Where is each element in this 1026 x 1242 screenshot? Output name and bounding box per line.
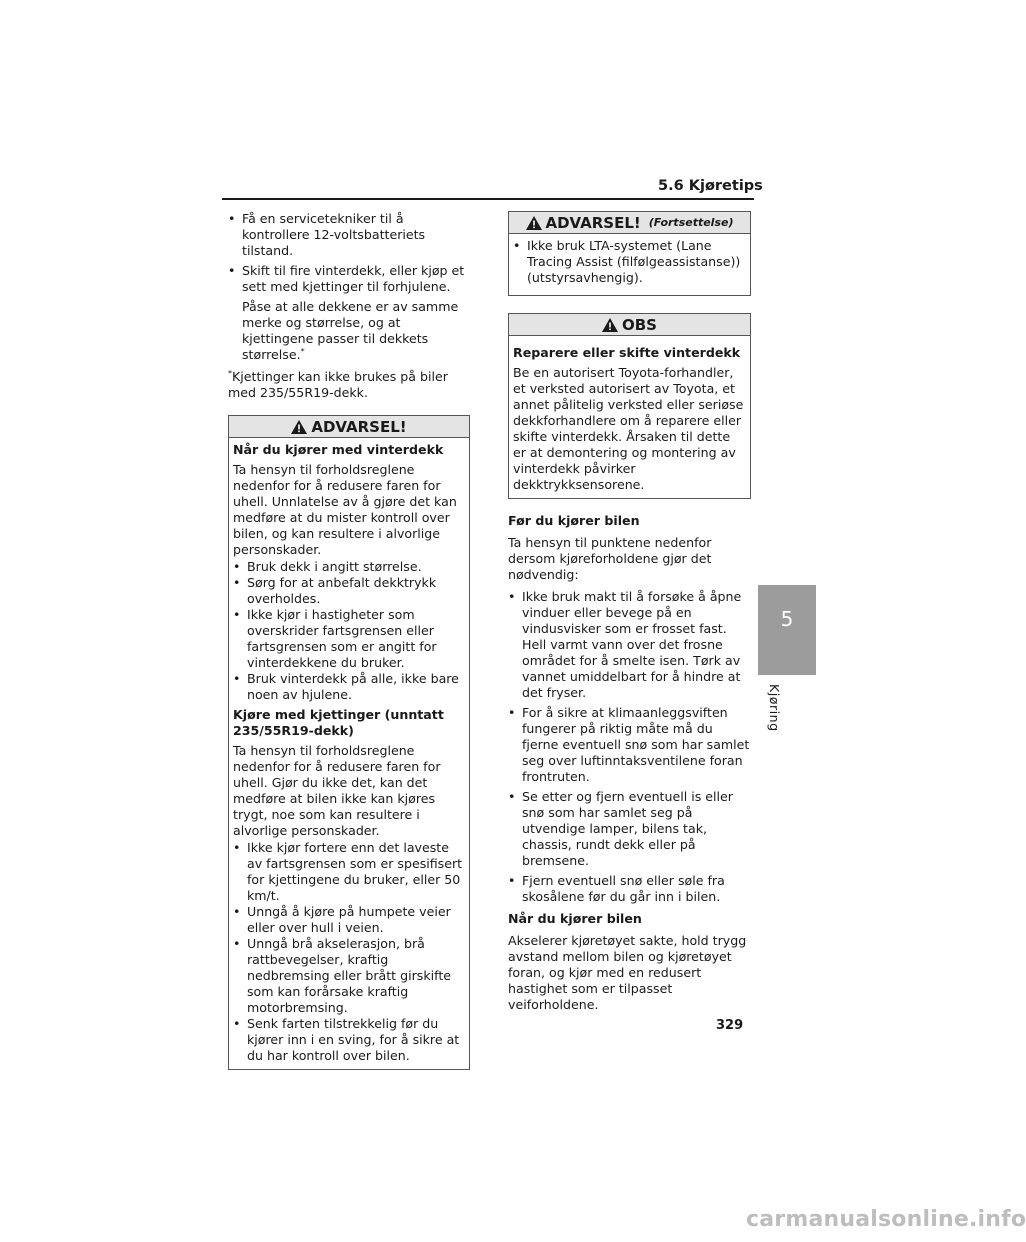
chapter-label: Kjøring: [767, 684, 782, 732]
section-heading: Når du kjører bilen: [508, 911, 642, 926]
list-item: • Unngå brå akselerasjon, brå rattbevegelser, kraftig nedbremsing eller brått girskifte som kan forårsake kraftig motorbremsing.: [233, 936, 465, 1016]
warning-continued-box: [508, 211, 751, 296]
warning-paragraph: Ta hensyn til forholdsreglene nedenfor for å redusere faren for uhell. Unnlatelse av å gjøre det kan medføre at du mister kontroll over bilen, og kan resultere i alvorlige personskader.: [233, 462, 457, 557]
chapter-number: 5: [780, 607, 794, 631]
caution-icon: [602, 318, 618, 332]
warning-title: ADVARSEL!: [545, 213, 641, 232]
notice-box: [508, 313, 751, 499]
warning-header: [229, 416, 469, 438]
warning-box: [228, 415, 470, 1070]
right-column: [508, 211, 751, 1013]
footnote-marker: *: [228, 368, 232, 378]
warning-paragraph: Ta hensyn til forholdsreglene nedenfor for å redusere faren for uhell. Gjør du ikke det, kan det medføre at bilen ikke kan kjøres trygt, noe som kan resultere i alvorlige personskader.: [233, 743, 441, 838]
section-intro: Ta hensyn til punktene nedenfor dersom kjøreforholdene gjør det nødvendig:: [508, 535, 712, 582]
section-heading: Før du kjører bilen: [508, 513, 640, 528]
warning-body: [229, 438, 469, 1069]
list-item: • Ikke bruk LTA-systemet (Lane Tracing Assist (filfølgeassistanse)) (utstyrsavhengig).: [513, 238, 746, 286]
indent-note-text: Påse at alle dekkene er av samme merke og størrelse, og at kjettingene passer til dekkets størrelse.: [242, 299, 459, 362]
list-item: • Få en servicetekniker til å kontrollere 12-voltsbatteriets tilstand.: [228, 211, 470, 259]
notice-text: Be en autorisert Toyota-forhandler, et verksted autorisert av Toyota, et annet pålitelig verksted eller seriøse dekkforhandlere om å reparere eller skifte vinterdekk. Årsaken til dette er at demontering og montering av vinterdekk påvirker dekktrykksensorene.: [513, 365, 744, 492]
list-item: • Sørg for at anbefalt dekktrykk overholdes.: [233, 575, 465, 607]
list-item: • Bruk dekk i angitt størrelse.: [233, 559, 465, 575]
list-item: • Se etter og fjern eventuell is eller snø som har samlet seg på utvendige lamper, bilens tak, chassis, rundt dekk eller på bremsene.: [508, 789, 751, 869]
notice-header: [509, 314, 750, 336]
warning-body: [509, 234, 750, 295]
indent-note: [228, 299, 470, 363]
list-item: • For å sikre at klimaanleggsviften fungerer på riktig måte må du fjerne eventuell snø som har samlet seg over luftinntaksventilene foran frontruten.: [508, 705, 751, 785]
section-while-driving: [508, 911, 751, 1013]
header-divider: [222, 198, 754, 200]
warning-header: [509, 212, 750, 234]
list-item: • Unngå å kjøre på humpete veier eller over hull i veien.: [233, 904, 465, 936]
warning-icon: [291, 420, 307, 434]
footnote-text: Kjettinger kan ikke brukes på biler med 235/55R19-dekk.: [228, 369, 448, 400]
notice-title: OBS: [622, 315, 657, 334]
warning-title: ADVARSEL!: [311, 417, 407, 436]
notice-heading: Reparere eller skifte vinterdekk: [513, 345, 741, 360]
list-item: • Fjern eventuell snø eller søle fra skosålene før du går inn i bilen.: [508, 873, 751, 905]
chapter-tab[interactable]: [758, 585, 816, 675]
warning-icon: [526, 216, 542, 230]
warning-heading: Kjøre med kjettinger (unntatt 235/55R19-dekk): [233, 707, 444, 738]
list-item: • Ikke bruk makt til å forsøke å åpne vinduer eller bevege på en vindusvisker som er frosset fast. Hell varmt vann over det frosne området for å smelte isen. Tørk av vannet umiddelbart for å hindre at det fryser.: [508, 589, 751, 701]
watermark[interactable]: carmanualsonline.info: [746, 1207, 1026, 1232]
list-item: • Ikke kjør fortere enn det laveste av fartsgrensen som er spesifisert for kjettingene du bruker, eller 50 km/t.: [233, 840, 465, 904]
footnote: [228, 369, 470, 401]
left-column: [228, 211, 470, 1070]
continued-label: (Fortsettelse): [648, 215, 734, 229]
section-text: Akselerer kjøretøyet sakte, hold trygg avstand mellom bilen og kjøretøyet foran, og kjør med en redusert hastighet som er tilpasset veiforholdene.: [508, 933, 747, 1012]
list-item: • Bruk vinterdekk på alle, ikke bare noen av hjulene.: [233, 671, 465, 703]
list-item: • Ikke kjør i hastigheter som overskrider fartsgrensen eller fartsgrensen som er angitt for vinterdekkene du bruker.: [233, 607, 465, 671]
section-title: 5.6 Kjøretips: [658, 178, 763, 194]
page-number: 329: [716, 1018, 744, 1033]
list-item: • Skift til fire vinterdekk, eller kjøp et sett med kjettinger til forhjulene.: [228, 263, 470, 295]
warning-heading: Når du kjører med vinterdekk: [233, 442, 444, 457]
notice-body: [509, 336, 750, 498]
footnote-marker: *: [300, 346, 305, 356]
section-before-driving: [508, 513, 751, 905]
list-item: • Senk farten tilstrekkelig før du kjører inn i en sving, for å sikre at du har kontroll over bilen.: [233, 1016, 465, 1064]
